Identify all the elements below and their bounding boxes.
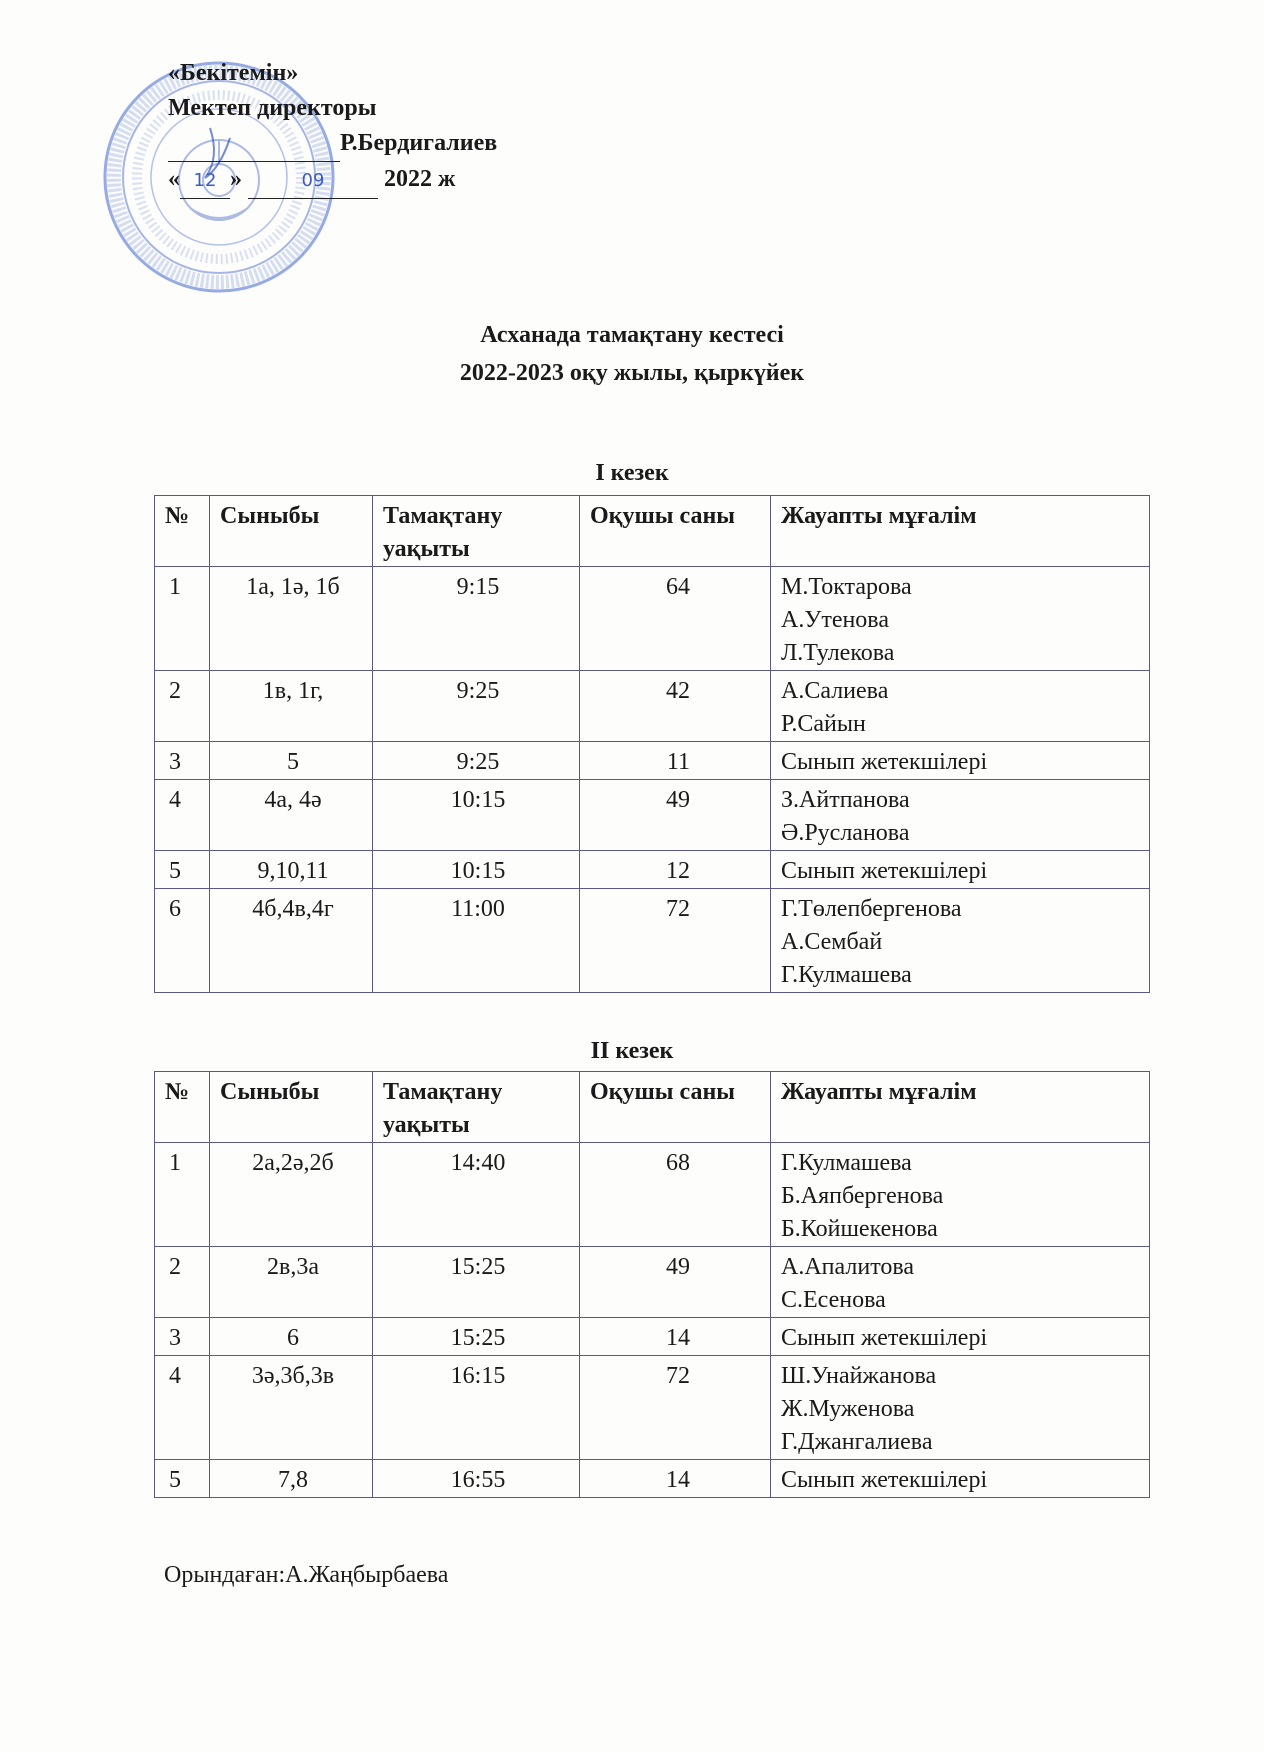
header-count: Оқушы саны	[580, 496, 771, 567]
cell-count: 68	[580, 1143, 771, 1247]
shift2-table	[154, 1071, 1150, 1498]
cell-teachers: А.Апалитова С.Есенова	[771, 1247, 1150, 1318]
cell-no: 3	[155, 1318, 210, 1356]
cell-count: 72	[580, 1356, 771, 1460]
table-row	[155, 1356, 1150, 1460]
cell-no: 4	[155, 1356, 210, 1460]
director-position: Мектеп директоры	[168, 95, 377, 121]
cell-time: 10:15	[373, 851, 580, 889]
cell-time: 15:25	[373, 1318, 580, 1356]
cell-no: 2	[155, 671, 210, 742]
approve-label: «Бекітемін»	[168, 60, 299, 86]
date-month: 09	[248, 163, 378, 199]
header-time: Тамақтану уақыты	[373, 496, 580, 567]
shift2-label: ІІ кезек	[590, 1038, 674, 1064]
cell-classes: 5	[210, 742, 373, 780]
cell-time: 14:40	[373, 1143, 580, 1247]
table-row	[155, 889, 1150, 993]
cell-count: 49	[580, 780, 771, 851]
cell-time: 9:25	[373, 671, 580, 742]
cell-no: 2	[155, 1247, 210, 1318]
cell-teachers: А.Салиева Р.Сайын	[771, 671, 1150, 742]
header-teacher: Жауапты мұғалім	[771, 496, 1150, 567]
header-class: Сыныбы	[210, 496, 373, 567]
table-row	[155, 1143, 1150, 1247]
cell-teachers: М.Токтарова А.Утенова Л.Тулекова	[771, 567, 1150, 671]
cell-count: 14	[580, 1460, 771, 1498]
date-day: 12	[180, 163, 230, 199]
cell-time: 16:55	[373, 1460, 580, 1498]
cell-teachers: Г.Кулмашева Б.Аяпбергенова Б.Койшекенова	[771, 1143, 1150, 1247]
cell-no: 5	[155, 1460, 210, 1498]
cell-classes: 6	[210, 1318, 373, 1356]
cell-classes: 3ә,3б,3в	[210, 1356, 373, 1460]
cell-time: 16:15	[373, 1356, 580, 1460]
table-row	[155, 1460, 1150, 1498]
header-no: №	[155, 496, 210, 567]
header-row	[155, 496, 1150, 567]
cell-teachers: Сынып жетекшілері	[771, 1460, 1150, 1498]
table-row	[155, 567, 1150, 671]
header-teacher: Жауапты мұғалім	[771, 1072, 1150, 1143]
header-count: Оқушы саны	[580, 1072, 771, 1143]
cell-no: 3	[155, 742, 210, 780]
cell-teachers: Сынып жетекшілері	[771, 851, 1150, 889]
cell-time: 9:25	[373, 742, 580, 780]
table-row	[155, 780, 1150, 851]
cell-no: 4	[155, 780, 210, 851]
cell-count: 14	[580, 1318, 771, 1356]
cell-count: 12	[580, 851, 771, 889]
cell-count: 11	[580, 742, 771, 780]
cell-classes: 2в,3а	[210, 1247, 373, 1318]
table-row	[155, 851, 1150, 889]
header-no: №	[155, 1072, 210, 1143]
cell-time: 10:15	[373, 780, 580, 851]
table-row	[155, 671, 1150, 742]
cell-count: 49	[580, 1247, 771, 1318]
approval-block: «Бекітемін» Мектеп директоры Р.Бердигалиев « 12 » 09 2022 ж	[168, 56, 497, 199]
cell-classes: 1в, 1г,	[210, 671, 373, 742]
cell-teachers: З.Айтпанова Ә.Русланова	[771, 780, 1150, 851]
cell-classes: 4б,4в,4г	[210, 889, 373, 993]
cell-teachers: Ш.Унайжанова Ж.Муженова Г.Джангалиева	[771, 1356, 1150, 1460]
document-subtitle: 2022-2023 оқу жылы, қыркүйек	[459, 360, 805, 386]
table-row	[155, 742, 1150, 780]
cell-classes: 1а, 1ә, 1б	[210, 567, 373, 671]
table-row	[155, 1318, 1150, 1356]
cell-classes: 4а, 4ә	[210, 780, 373, 851]
cell-count: 64	[580, 567, 771, 671]
table-row	[155, 1247, 1150, 1318]
header-time: Тамақтану уақыты	[373, 1072, 580, 1143]
cell-no: 6	[155, 889, 210, 993]
cell-teachers: Сынып жетекшілері	[771, 742, 1150, 780]
document-title: Асханада тамақтану кестесі	[480, 322, 784, 348]
cell-teachers: Сынып жетекшілері	[771, 1318, 1150, 1356]
cell-no: 1	[155, 567, 210, 671]
cell-count: 42	[580, 671, 771, 742]
director-name: Р.Бердигалиев	[340, 130, 498, 156]
prepared-by: Орындаған:А.Жаңбырбаева	[164, 1562, 449, 1588]
cell-classes: 9,10,11	[210, 851, 373, 889]
cell-classes: 2а,2ә,2б	[210, 1143, 373, 1247]
cell-time: 11:00	[373, 889, 580, 993]
date-year: 2022 ж	[384, 166, 456, 192]
header-row	[155, 1072, 1150, 1143]
cell-no: 5	[155, 851, 210, 889]
cell-time: 9:15	[373, 567, 580, 671]
cell-time: 15:25	[373, 1247, 580, 1318]
cell-count: 72	[580, 889, 771, 993]
shift1-label: І кезек	[595, 460, 669, 486]
shift1-table	[154, 495, 1150, 993]
cell-teachers: Г.Төлепбергенова А.Сембай Г.Кулмашева	[771, 889, 1150, 993]
cell-classes: 7,8	[210, 1460, 373, 1498]
cell-no: 1	[155, 1143, 210, 1247]
header-class: Сыныбы	[210, 1072, 373, 1143]
